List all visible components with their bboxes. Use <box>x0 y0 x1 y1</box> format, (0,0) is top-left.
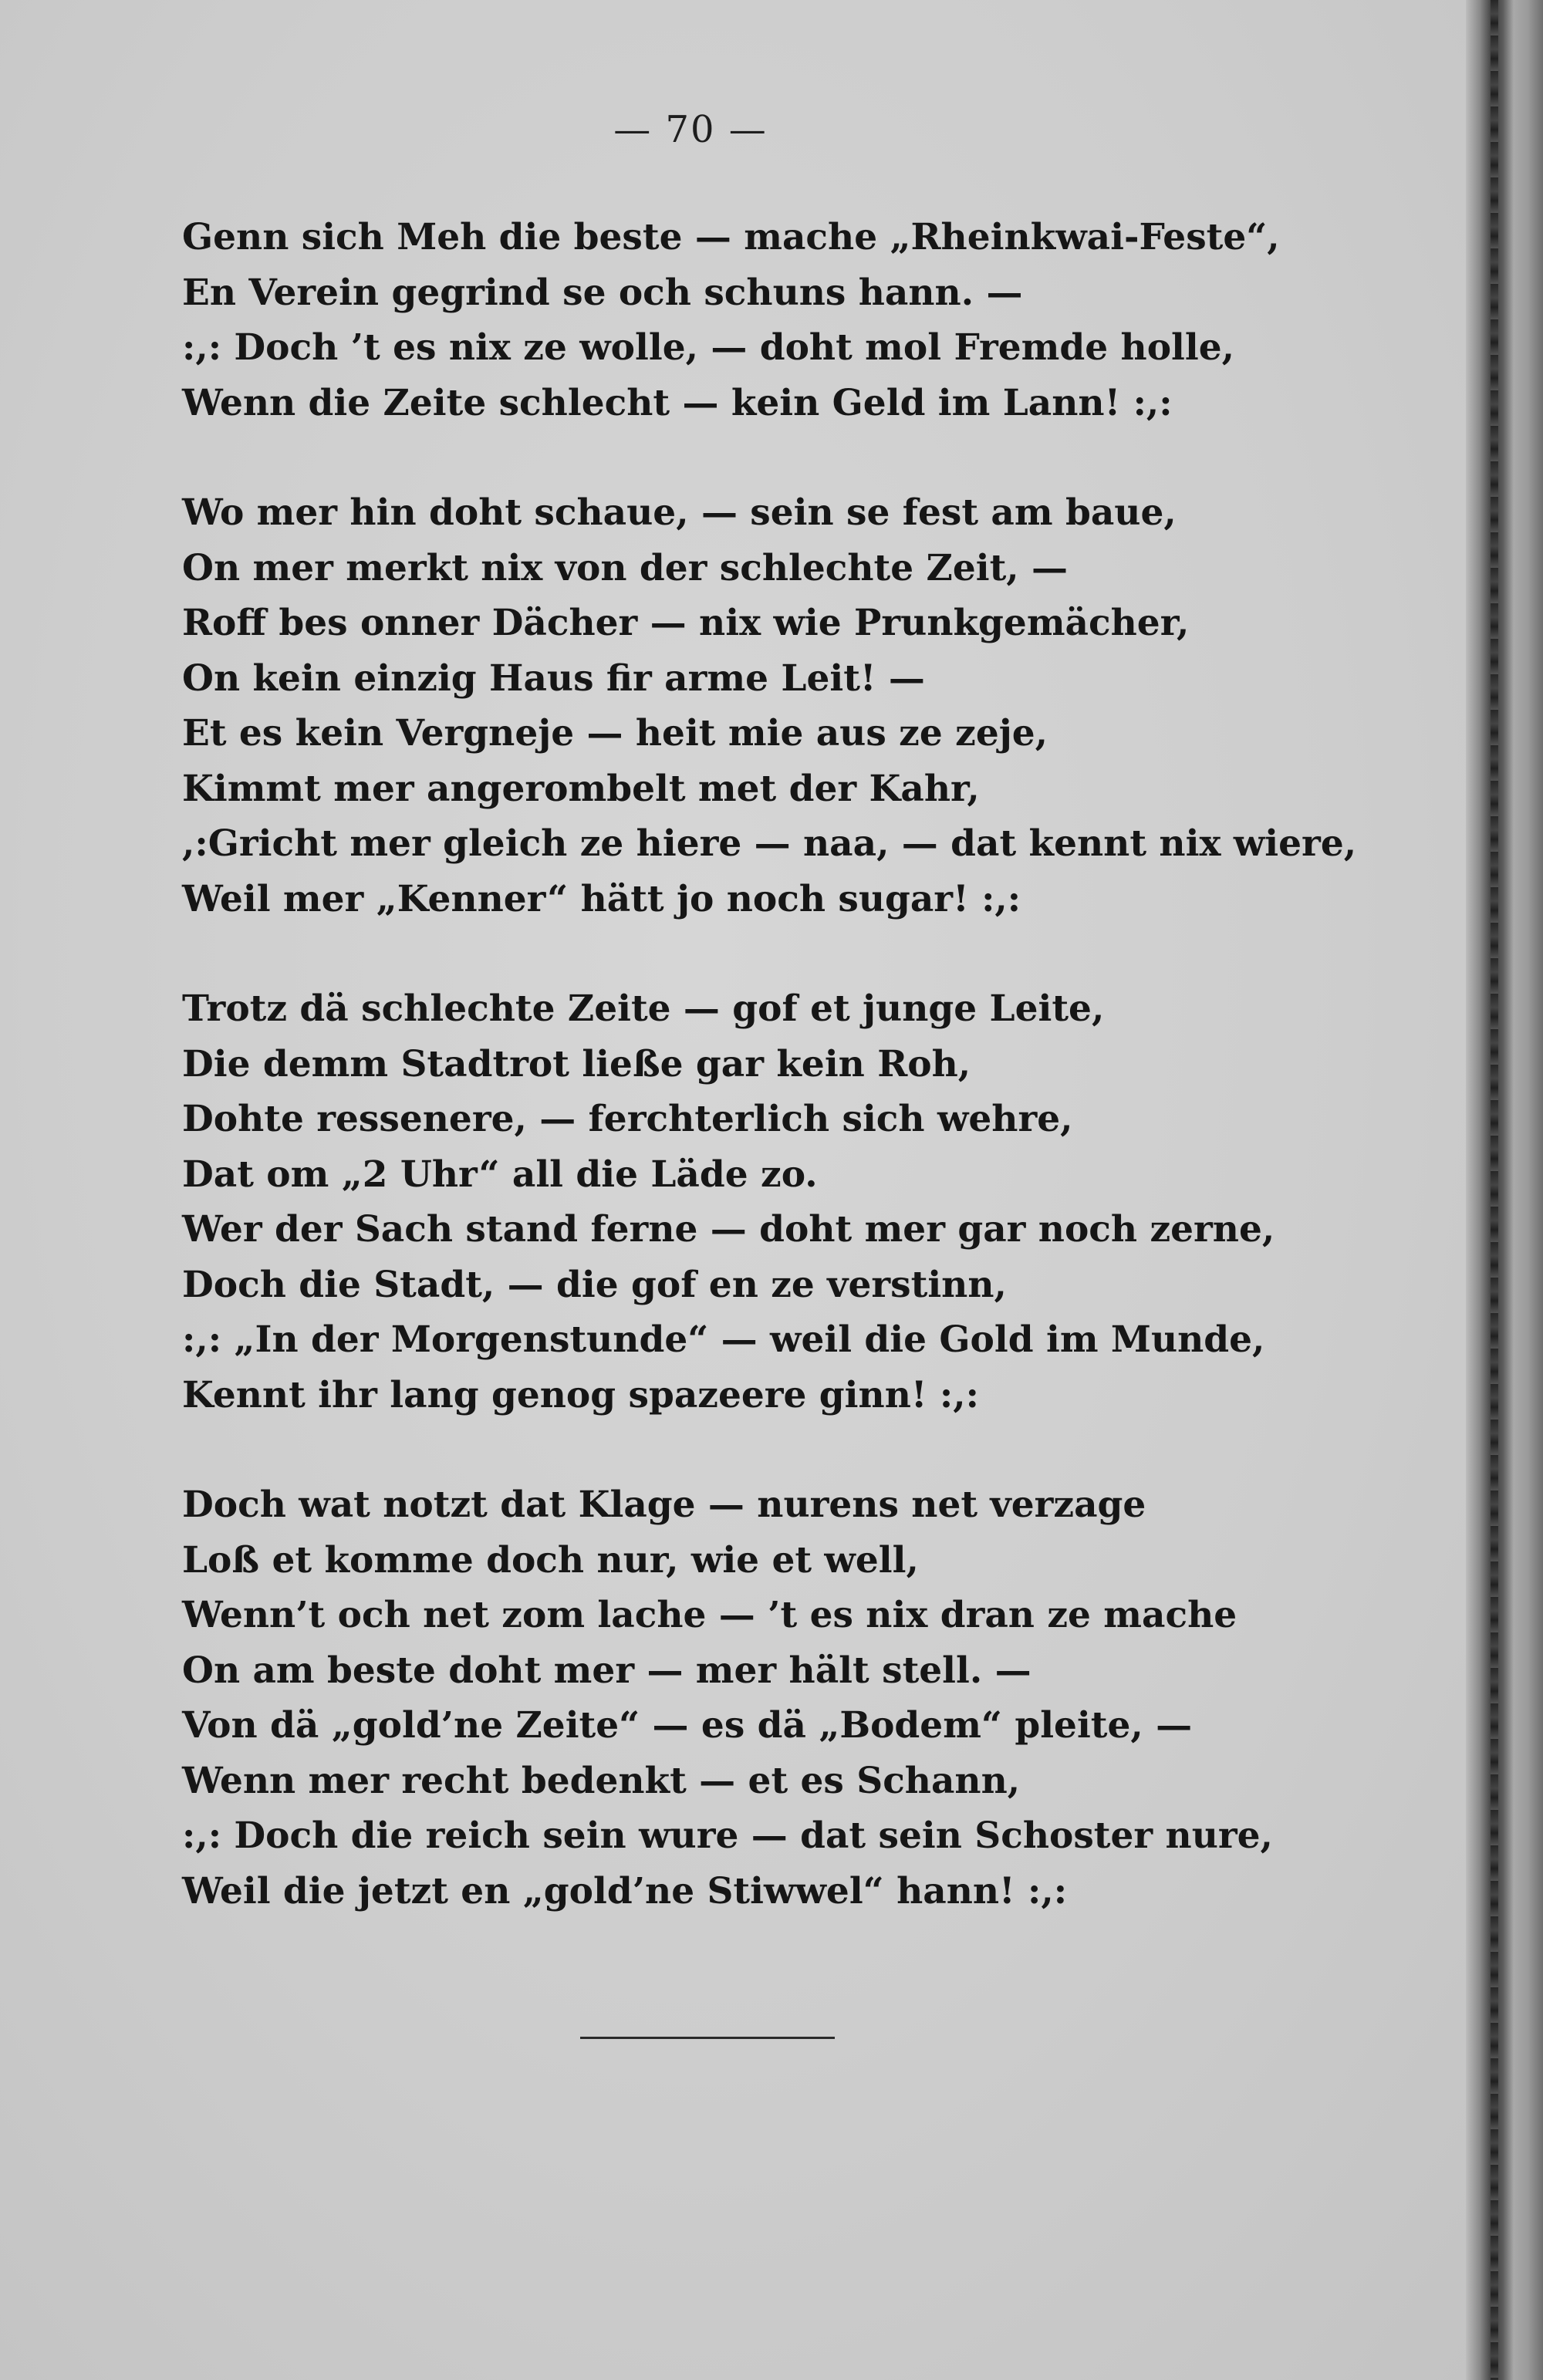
poem-line: En Verein gegrind se och schuns hann. — <box>182 271 1023 314</box>
poem-line: Et es kein Vergneje — heit mie aus ze zeje, <box>182 712 1048 755</box>
torn-spine-edge <box>1491 0 1498 2380</box>
stanza-4 <box>182 1477 1293 1919</box>
poem-line: Von dä „gold’ne Zeite“ — es dä „Bodem“ pleite, — <box>182 1704 1193 1747</box>
poem-line: Genn sich Meh die beste — mache „Rheinkwai-Feste“, <box>182 216 1280 258</box>
poem-line: Weil mer „Kenner“ hätt jo noch sugar! :,: <box>182 877 1021 920</box>
poem-line: Weil die jetzt en „gold’ne Stiwwel“ hann! :,: <box>182 1869 1068 1912</box>
poem-line: Wenn mer recht bedenkt — et es Schann, <box>182 1759 1021 1802</box>
poem-line: :,: Doch die reich sein wure — dat sein Schoster nure, <box>182 1815 1273 1857</box>
poem-line: Trotz dä schlechte Zeite — gof et junge Leite, <box>182 987 1105 1030</box>
poem-line: Dohte ressenere, — ferchterlich sich wehre, <box>182 1098 1073 1140</box>
poem-line: Dat om „2 Uhr“ all die Läde zo. <box>182 1153 818 1196</box>
poem-line: On mer merkt nix von der schlechte Zeit, — <box>182 546 1069 589</box>
poem-line: Wo mer hin doht schaue, — sein se fest am baue, <box>182 491 1177 534</box>
poem-line: Doch wat notzt dat Klage — nurens net verzage <box>182 1484 1146 1526</box>
poem-line: :,: Doch ’t es nix ze wolle, — doht mol Fremde holle, <box>182 326 1235 369</box>
poem-line: Wer der Sach stand ferne — doht mer gar noch zerne, <box>182 1208 1275 1251</box>
stanza-1 <box>182 210 1293 430</box>
stanza-3 <box>182 981 1293 1423</box>
poem-line: Die demm Stadtrot ließe gar kein Roh, <box>182 1042 971 1085</box>
closing-rule <box>580 2037 835 2039</box>
poem-line: Kennt ihr lang genog spazeere ginn! :,: <box>182 1373 979 1416</box>
poem-line: Doch die Stadt, — die gof en ze verstinn, <box>182 1263 1007 1306</box>
stanza-2 <box>182 485 1357 927</box>
poem-line: Wenn’t och net zom lache — ’t es nix dran ze mache <box>182 1594 1237 1636</box>
poem-line: Roff bes onner Dächer — nix wie Prunkgemächer, <box>182 602 1190 644</box>
poem-line: :,: „In der Morgenstunde“ — weil die Gold im Munde, <box>182 1318 1265 1361</box>
poem-line: Loß et komme doch nur, wie et well, <box>182 1538 919 1582</box>
poem-line: On kein einzig Haus fir arme Leit! — <box>182 657 925 700</box>
poem-text <box>182 210 1357 1973</box>
poem-line: On am beste doht mer — mer hält stell. — <box>182 1649 1031 1692</box>
book-spine-shadow <box>1466 0 1543 2380</box>
poem-line: ,:Gricht mer gleich ze hiere — naa, — dat kennt nix wiere, <box>182 822 1357 865</box>
poem-line: Kimmt mer angerombelt met der Kahr, <box>182 767 980 810</box>
page-number: — 70 — <box>613 108 768 151</box>
poem-line: Wenn die Zeite schlecht — kein Geld im Lann! :,: <box>182 381 1173 424</box>
